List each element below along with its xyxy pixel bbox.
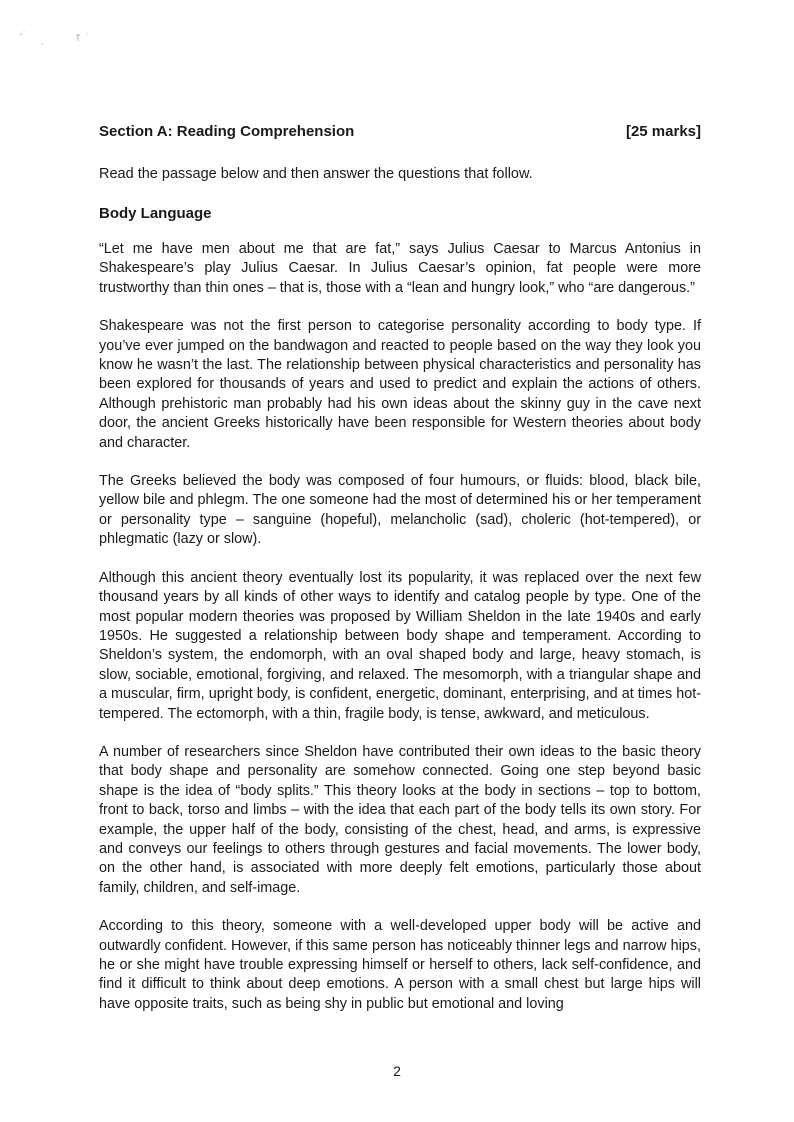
passage-body	[99, 240, 701, 1014]
paragraph: “Let me have men about me that are fat,” says Julius Caesar to Marcus Antonius in Shakespeare’s play Julius Caesar. In Julius Caesar’s opinion, fat people were more trustworthy than thin ones – that is, those with a “lean and hungry look,” who “are dangerous.”	[99, 241, 701, 296]
section-marks: [25 marks]	[625, 123, 701, 140]
instruction-text: Read the passage below and then answer the questions that follow.	[99, 166, 533, 182]
passage-title: Body Language	[99, 205, 212, 222]
section-header	[99, 122, 701, 142]
section-title: Section A: Reading Comprehension	[99, 123, 355, 140]
page-number: 2	[393, 1063, 401, 1079]
paragraph: Although this ancient theory eventually lost its popularity, it was replaced over the next few thousand years by all kinds of other ways to identify and catalog people by type. One of the most popular modern theories was proposed by William Sheldon in the late 1940s and early 1950s. He suggested a relationship between body shape and temperament. According to Sheldon’s system, the endomorph, with an oval shaped body and large, heavy stomach, is slow, sociable, emotional, forgiving, and relaxed. The mesomorph, with a triangular shape and a muscular, firm, upright body, is confident, energetic, dominant, enterprising, and at times hot-tempered. The ectomorph, with a thin, fragile body, is tense, awkward, and meticulous.	[99, 569, 701, 722]
page-content	[99, 122, 701, 1033]
paragraph: A number of researchers since Sheldon have contributed their own ideas to the basic theory that body shape and personality are somehow connected. Going one step beyond basic shape is the idea of “body splits.” This theory looks at the body in sections – top to bottom, front to back, torso and limbs – with the idea that each part of the body tells its own story. For example, the upper half of the body, consisting of the chest, head, and arms, is expressive and conveys our feelings to others through gestures and facial movements. The lower body, on the other hand, is associated with more deeply felt emotions, particularly those about family, children, and self-image.	[99, 743, 701, 896]
paragraph: The Greeks believed the body was composed of four humours, or fluids: blood, black bile, yellow bile and phlegm. The one someone had the most of determined his or her temperament or personality type – sanguine (hopeful), melancholic (sad), choleric (hot-tempered), or phlegmatic (lazy or slow).	[99, 473, 701, 548]
paragraph: According to this theory, someone with a well-developed upper body will be active and outwardly confident. However, if this same person has noticeably thinner legs and narrow hips, he or she might have trouble expressing himself or herself to others, lack self-confidence, and find it difficult to think about deep emotions. A person with a small chest but large hips will have opposite traits, such as being shy in public but emotional and loving	[99, 918, 701, 1012]
scan-speck-marks	[18, 26, 108, 56]
paragraph: Shakespeare was not the first person to categorise personality according to body type. If you’ve ever jumped on the bandwagon and reacted to people based on the way they look you know he wasn’t the last. The relationship between physical characteristics and personality has been explored for thousands of years and used to predict and explain the actions of others. Although prehistoric man probably had his own ideas about the skinny guy in the cave next door, the ancient Greeks historically have been responsible for Western theories about body and character.	[99, 318, 701, 451]
